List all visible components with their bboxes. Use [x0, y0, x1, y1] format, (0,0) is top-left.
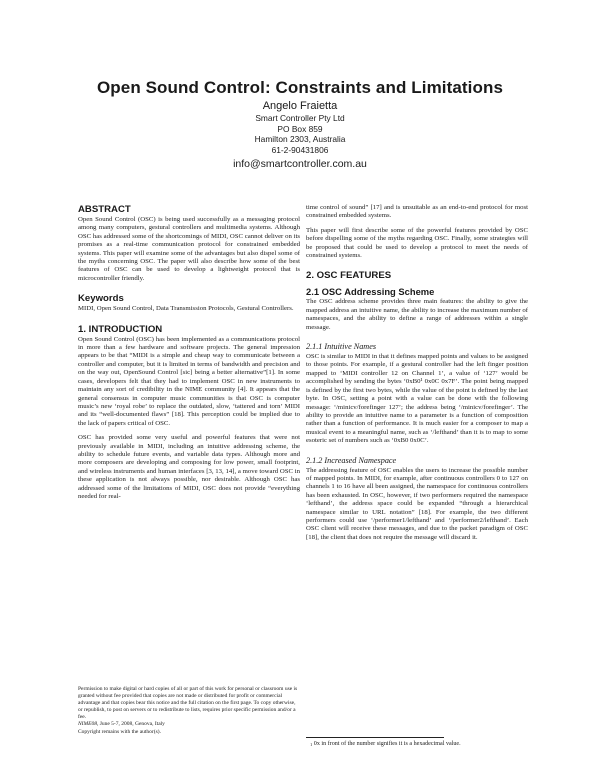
author-block	[0, 100, 600, 171]
footnote-mark: 1	[310, 742, 313, 747]
abstract-text: Open Sound Control (OSC) is being used successfully as a messaging protocol among many computers, gestural controllers and multimedia systems. Although OSC has addressed some of the shortcomings of MIDI, OSC cannot deliver on its promises as a real-time communication protocol for constrained embedded systems. This paper will examine some of the advantages but also dispel some of the myths concerning OSC. The paper will also describe how some of the best features of OSC can be used to develop a lightweight protocol that is microcontroller friendly.	[78, 216, 300, 282]
right-column	[306, 204, 528, 548]
abstract-heading: ABSTRACT	[78, 204, 131, 215]
section-2-1-2-heading: 2.1.2 Increased Namespace	[306, 455, 397, 465]
venue-line	[78, 721, 300, 728]
section-2-heading: 2. OSC FEATURES	[306, 270, 392, 282]
venue-name: NIME08,	[78, 721, 99, 728]
author-email[interactable]: info@smartcontroller.com.au	[233, 158, 367, 170]
footnote-divider	[306, 737, 444, 738]
section-2-1-heading: 2.1 OSC Addressing Scheme	[306, 286, 435, 298]
venue-details: June 5-7, 2008, Genova, Italy	[98, 721, 165, 728]
left-column	[78, 204, 300, 507]
permission-text: Permission to make digital or hard copies of all or part of this work for personal or classroom use is granted without fee provided that copies are not made or distributed for profit or commercial advantage and that copies bear this notice and the full citation on the first page. To copy otherwise, or republish, to post on servers or to redistribute to lists, requires prior specific permission and/or a fee.	[78, 686, 298, 721]
introduction-paragraph: OSC has provided some very useful and powerful features that were not previously available in MIDI, including an intuitive addressing scheme, the ability to schedule future events, and variable data types. Although more and more composers are developing and composing for low power, small footprint, and wireless instruments and human interfaces [3, 13, 14], a move toward OSC in these application is not always possible, nor desirable. Although OSC has addressed some of the limitations of MIDI, OSC does not provide “everything needed for real-	[78, 434, 300, 500]
affiliation-line: Hamilton 2303, Australia	[254, 134, 346, 144]
footnote-text: 0x in front of the number signifies it is a hexadecimal value.	[312, 741, 461, 747]
author-name: Angelo Fraietta	[262, 100, 338, 112]
introduction-paragraph: Open Sound Control (OSC) has been implemented as a communications protocol in more than a few hardware and software projects. The general impression appears to be that “MIDI is a simple and cheap way to communicate between a controller and computer, but it is limited in terms of bandwidth and precision and on the way out, OpenSound Control [sic] being a better alternative”[1]. In some cases, developers felt that they had to implement OSC in new instruments to maintain any sort of credibility in the NIME community [4]. It appears that the general consensus in computer music communities is that OSC is computer music’s new ‘royal robe’ to replace the outdated, slow, ‘tattered and torn’ MIDI and its “well-documented flaws” [18]. This perception could be implied due to the lack of papers critical of OSC.	[78, 335, 300, 427]
section-2-1-2-text: The addressing feature of OSC enables the users to increase the possible number of mapped points. In MIDI, for example, after continuous controllers 0 to 127 on channels 1 to 16 have all been assigned, the namespace for continuous controllers has been exhausted. In OSC, however, if two performers required the namespace ‘lefthand’, the address space could be expanded “through a hierarchical namespace similar to URL notation” [18]. For example, the two different performers could use ‘/performer1/lefthand’ and ‘/performer2/lefthand’. Each OSC client will receive these messages, and due to the packet paradigm of OSC [18], the client that does not require the message will discard it.	[306, 466, 528, 541]
keywords-text: MIDI, Open Sound Control, Data Transmission Protocols, Gestural Controllers.	[78, 305, 294, 313]
affiliation-line: PO Box 859	[277, 123, 323, 134]
permission-notice	[78, 686, 300, 736]
affiliation-line: Smart Controller Pty Ltd	[255, 113, 345, 123]
section-2-1-text: The OSC address scheme provides three main features: the ability to give the mapped address an intuitive name, the ability to increase the maximum number of namespaces, and the ability to define a range of addresses within a single message.	[306, 298, 528, 331]
introduction-tail-paragraph: This paper will first describe some of the powerful features provided by OSC before dispelling some of the myths regarding OSC. Finally, some strategies will be proposed that could be used to develop a protocol to meet the needs of constrained systems.	[306, 226, 528, 260]
introduction-heading: 1. INTRODUCTION	[78, 323, 163, 335]
paper-title: Open Sound Control: Constraints and Limitations	[96, 78, 504, 97]
keywords-heading: Keywords	[78, 293, 124, 305]
affiliation-line: 61-2-90431806	[271, 144, 329, 155]
continuation-paragraph: time control of sound” [17] and is unsuitable as an end-to-end protocol for most constrained embedded systems.	[306, 204, 528, 220]
section-2-1-1-heading: 2.1.1 Intuitive Names	[306, 342, 377, 352]
copyright-line: Copyright remains with the author(s).	[78, 728, 161, 735]
section-2-1-1-text: OSC is similar to MIDI in that it defines mapped points and values to be assigned to those points. For example, if a gestural controller had the left finger position mapped to ‘MIDI controller 12 on Channel 1’, a value of ‘127’ would be accomplished by sending the bytes ‘0xB0¹ 0x0C 0x7F’. The point being mapped is defined by the first two bytes, while the value of the point is defined by the last byte. In OSC, setting a point with a value can be done with the following message: ‘/minicv/forefinger 127’; the address being ‘/minicv/forefinger’. The ability to provide an intuitive name to a parameter is a function of composition rather than a function of performance. It is much easier for a composer to map a musical event to a meaningful name, such as ‘/lefthand’ than it is to map to some esoteric set of numbers such as ‘0xB0 0x0C’.	[306, 353, 528, 445]
footnote	[310, 741, 530, 749]
